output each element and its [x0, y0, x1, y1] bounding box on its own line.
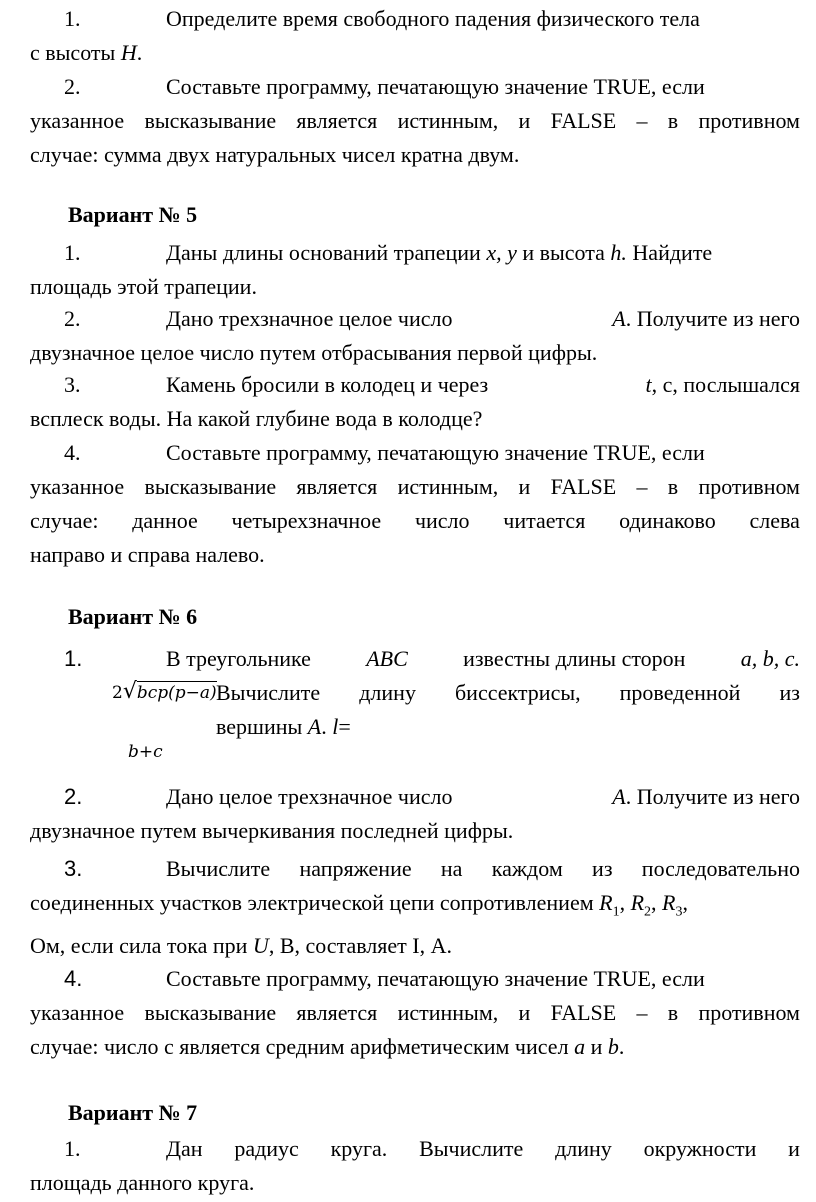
task-number: 4. [64, 966, 83, 991]
bisector-formula [30, 676, 800, 788]
variant-7-heading: Вариант № 7 [68, 1100, 198, 1125]
task-number: 2. [64, 74, 81, 99]
v4-task-2: 2. Составьте программу, печатающую значение TRUE, если указанное высказывание является истинным, и FALSE – в противном случае: сумма двух натуральных чисел кратна двум. [30, 70, 800, 172]
task-number: 3. [64, 856, 83, 881]
task-number: 1. [64, 646, 83, 671]
task-number: 3. [64, 372, 81, 397]
formula-side-text: Вычислите длину биссектрисы, проведенной из вершины A. l= [216, 680, 800, 739]
task-number: 4. [64, 440, 81, 465]
formula-denominator: b+c [128, 742, 163, 762]
task-number: 1. [64, 1136, 81, 1161]
task-number: 2. [64, 784, 83, 809]
v6-task-1: 1. В треугольнике ABC известны длины сторон a, b, c. 2√bcp(p−a) b+c Вычислите длину биссектрисы, проведенной из вершины A. l= [30, 642, 800, 788]
v5-task-2: 2. Дано трехзначное целое число A. Получите из него двузначное целое число путем отбрасывания первой цифры. [30, 302, 800, 370]
task-number: 1. [64, 6, 81, 31]
formula-numerator: 2√bcp(p−a) [112, 679, 217, 704]
v6-task-4: 4. Составьте программу, печатающую значение TRUE, если указанное высказывание является истинным, и FALSE – в противном случае: число с является средним арифметическим чисел a и b. [30, 962, 800, 1064]
v6-task-3: 3. Вычислите напряжение на каждом из последовательно соединенных участков электрической цепи сопротивлением $R_1$, $R_2$, $R_3$, Ом, если сила тока при U, В, составляет I, А. [30, 852, 800, 963]
v6-task-2: 2. Дано целое трехзначное число A. Получите из него двузначное путем вычеркивания последней цифры. [30, 780, 800, 848]
task-number: 2. [64, 306, 81, 331]
v5-task-4: 4. Составьте программу, печатающую значение TRUE, если указанное высказывание является истинным, и FALSE – в противном случае: данное четырехзначное число читается одинаково слева направо и справа налево. [30, 436, 800, 572]
variant-5-heading: Вариант № 5 [68, 202, 198, 227]
variant-6-heading: Вариант № 6 [68, 604, 198, 629]
task-number: 1. [64, 240, 81, 265]
v5-task-1: 1. Даны длины оснований трапеции x, y и высота h. Найдите площадь этой трапеции. [30, 236, 800, 304]
v4-task-1: 1. Определите время свободного падения физического тела с высоты H. [30, 2, 800, 70]
v7-task-1: 1. Дан радиус круга. Вычислите длину окружности и площадь данного круга. [30, 1132, 800, 1200]
v5-task-3: 3. Камень бросили в колодец и через t, с, послышался всплеск воды. На какой глубине вода в колодце? [30, 368, 800, 436]
sqrt-icon: √ [122, 679, 137, 704]
